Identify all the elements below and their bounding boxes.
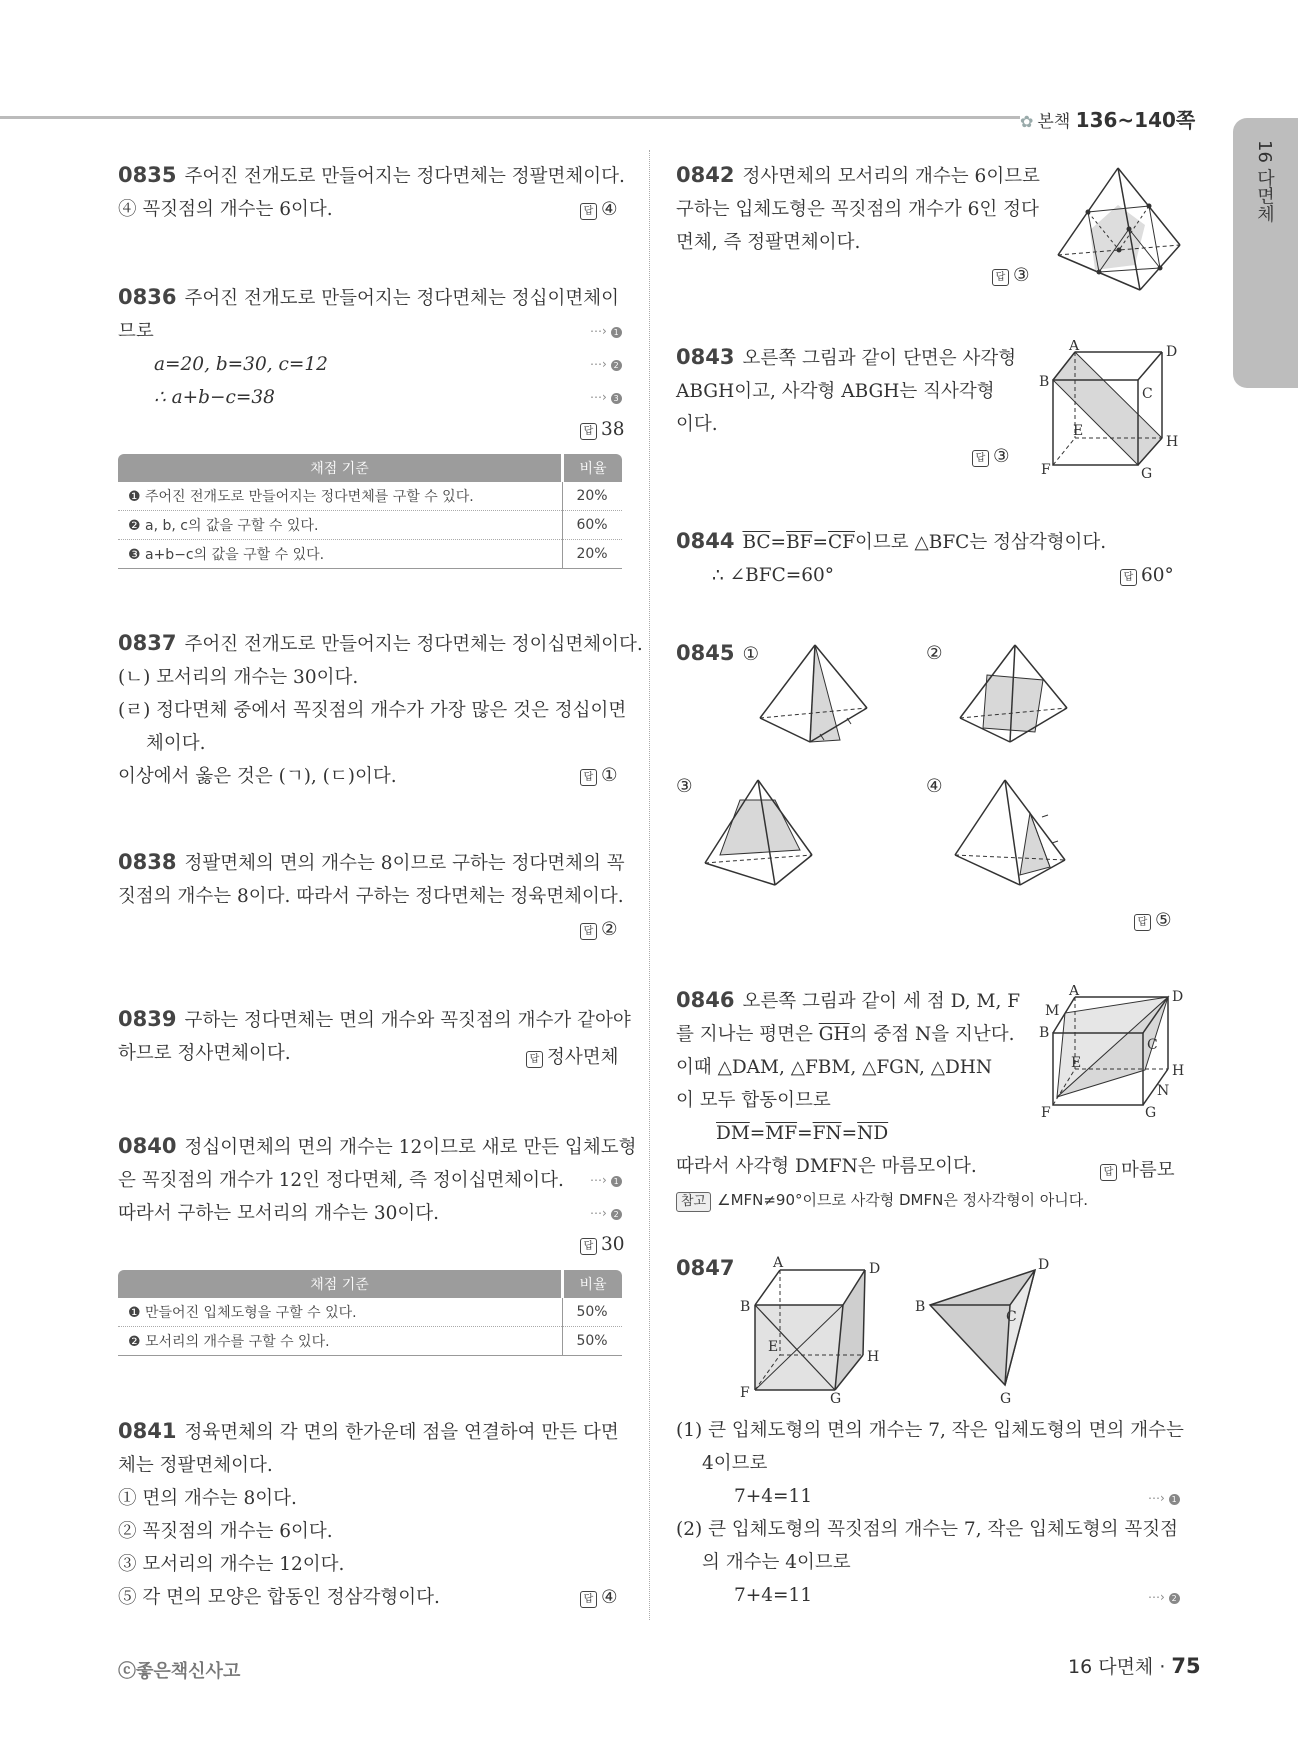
- book-page-reference: ✿ 본책 136~140쪽: [1020, 108, 1196, 132]
- answer-0837: 답 ①: [580, 765, 618, 786]
- solution-0847-text: (1) 큰 입체도형의 면의 개수는 7, 작은 입체도형의 면의 개수는 4이므로 7+4=11 (2) 큰 입체도형의 꼭짓점의 개수는 7, 작은 입체도형의 꼭짓점 의 개수는 4이므로 7+4=11: [676, 1420, 1184, 1606]
- answer-icon: 답: [580, 769, 597, 786]
- svg-text:H: H: [867, 1349, 880, 1365]
- pyramid-section-3-figure: [700, 775, 820, 890]
- step-marker: ⋯› 1: [1148, 1491, 1180, 1505]
- page-number: 75: [1171, 1654, 1201, 1678]
- solution-0847: 0847: [676, 1256, 735, 1280]
- solution-0845: 0845 ①: [676, 641, 760, 665]
- pyramid-section-1-figure: [755, 640, 875, 755]
- answer-icon: 답: [580, 1591, 597, 1608]
- step-marker: ⋯› 2: [590, 1206, 622, 1220]
- svg-text:C: C: [1006, 1309, 1017, 1325]
- svg-text:B: B: [740, 1299, 751, 1315]
- step-marker: ⋯› 1: [590, 1173, 622, 1187]
- scoring-table-0836: 채점 기준 비율 ❶ 주어진 전개도로 만들어지는 정다면체를 구할 수 있다. 20% ❷ a, b, c의 값을 구할 수 있다. 60% ❸ a+b−c의 값을 구할 수 있다. 20%: [118, 454, 622, 569]
- table-row: ❶ 주어진 전개도로 만들어지는 정다면체를 구할 수 있다. 20%: [118, 482, 622, 511]
- option-label: ④: [926, 776, 943, 797]
- page-footer: 16 다면체 · 75: [1068, 1654, 1201, 1678]
- cube-rhombus-section-figure: [1035, 985, 1185, 1120]
- table-row: ❷ a, b, c의 값을 구할 수 있다. 60%: [118, 511, 622, 540]
- answer-icon: 답: [992, 269, 1009, 286]
- answer-0845: 답 ⑤: [1134, 910, 1172, 931]
- answer-0838: 답 ②: [580, 919, 618, 940]
- answer-icon: 답: [1100, 1164, 1117, 1181]
- octahedron-in-tetrahedron-figure: [1050, 160, 1190, 295]
- svg-text:H: H: [1166, 434, 1179, 450]
- answer-icon: 답: [1134, 914, 1151, 931]
- solution-0842: 0842 정사면체의 모서리의 개수는 6이므로 구하는 입체도형은 꼭짓점의 개수가 6인 정다 면체, 즉 정팔면체이다.: [676, 163, 1040, 253]
- answer-0835: 답 ④: [580, 199, 618, 220]
- svg-text:D: D: [1172, 989, 1184, 1005]
- svg-text:B: B: [915, 1299, 926, 1315]
- answer-icon: 답: [580, 423, 597, 440]
- svg-text:C: C: [1147, 1037, 1158, 1053]
- solution-0837: 0837 주어진 전개도로 만들어지는 정다면체는 정이십면체이다. (ㄴ) 모서리의 개수는 30이다. (ㄹ) 정다면체 중에서 꼭짓점의 개수가 가장 많은 것은 정십이면 체이다. 이상에서 옳은 것은 (ㄱ), (ㄷ)이다.: [118, 631, 643, 787]
- svg-text:F: F: [740, 1385, 750, 1401]
- answer-0839: 답 정사면체: [526, 1043, 618, 1069]
- step-marker: ⋯› 3: [590, 390, 622, 404]
- svg-text:G: G: [1141, 466, 1153, 480]
- svg-text:E: E: [1073, 423, 1084, 439]
- svg-text:D: D: [1166, 344, 1178, 360]
- note-0846: 참고 ∠MFN≠90°이므로 사각형 DMFN은 정사각형이 아니다.: [676, 1189, 1088, 1212]
- solution-0839: 0839 구하는 정다면체는 면의 개수와 꼭짓점의 개수가 같아야 하므로 정사면체이다.: [118, 1007, 631, 1064]
- solution-0844: 0844 $\overline{BC}=\overline{BF}=\overline{CF}$이므로 △BFC는 정삼각형이다. ∴ ∠BFC=60°: [676, 529, 1107, 586]
- svg-text:F: F: [1041, 1105, 1051, 1120]
- answer-0842: 답 ③: [992, 265, 1030, 286]
- answer-icon: 답: [580, 923, 597, 940]
- option-label: ②: [926, 643, 943, 664]
- step-marker: ⋯› 2: [590, 357, 622, 371]
- svg-text:H: H: [1172, 1063, 1185, 1079]
- svg-text:B: B: [1039, 1025, 1050, 1041]
- cut-cube-small-figure: [910, 1255, 1060, 1405]
- answer-0836: 답 38: [580, 419, 625, 440]
- svg-text:F: F: [1041, 462, 1051, 478]
- answer-icon: 답: [526, 1051, 543, 1068]
- answer-icon: 답: [580, 1238, 597, 1255]
- flower-icon: ✿: [1020, 112, 1034, 131]
- answer-icon: 답: [972, 450, 989, 467]
- answer-0840: 답 30: [580, 1234, 625, 1255]
- answer-0841: 답 ④: [580, 1587, 618, 1608]
- svg-text:C: C: [1142, 386, 1153, 402]
- answer-0844: 답 60°: [1120, 565, 1174, 586]
- cube-section-figure-0843: [1035, 340, 1185, 480]
- svg-text:B: B: [1039, 374, 1050, 390]
- answer-icon: 답: [1120, 569, 1137, 586]
- solution-0836: 0836 주어진 전개도로 만들어지는 정다면체는 정십이면체이 므로 a=20, b=30, c=12 ∴ a+b−c=38: [118, 285, 620, 408]
- option-label: ③: [676, 776, 693, 797]
- header-rule: [0, 116, 1020, 119]
- svg-text:G: G: [1000, 1391, 1012, 1405]
- svg-text:E: E: [768, 1339, 779, 1355]
- svg-text:D: D: [1038, 1257, 1050, 1273]
- step-marker: ⋯› 1: [590, 324, 622, 338]
- publisher-logo: ⓒ좋은책신사고: [118, 1661, 241, 1682]
- svg-text:M: M: [1045, 1003, 1060, 1019]
- step-marker: ⋯› 2: [1148, 1590, 1180, 1604]
- solution-0843: 0843 오른쪽 그림과 같이 단면은 사각형 ABGH이고, 사각형 ABGH는 직사각형 이다.: [676, 345, 1017, 435]
- column-divider: [649, 150, 650, 1620]
- note-tag: 참고: [676, 1192, 711, 1212]
- svg-text:A: A: [773, 1255, 784, 1271]
- chapter-tab-label: 16 다면체: [1254, 140, 1275, 223]
- pyramid-section-2-figure: [955, 640, 1075, 755]
- answer-icon: 답: [580, 203, 597, 220]
- svg-text:A: A: [1069, 340, 1080, 354]
- svg-text:E: E: [1071, 1055, 1082, 1071]
- cut-cube-large-figure: [735, 1255, 895, 1405]
- svg-text:D: D: [869, 1261, 881, 1277]
- table-row: ❷ 모서리의 개수를 구할 수 있다. 50%: [118, 1327, 622, 1356]
- answer-0846: 답 마름모: [1100, 1156, 1175, 1182]
- pyramid-section-4-figure: [950, 775, 1075, 890]
- table-row: ❶ 만들어진 입체도형을 구할 수 있다. 50%: [118, 1298, 622, 1327]
- svg-text:G: G: [830, 1391, 842, 1405]
- svg-text:A: A: [1069, 985, 1080, 999]
- answer-0843: 답 ③: [972, 446, 1010, 467]
- scoring-table-0840: 채점 기준 비율 ❶ 만들어진 입체도형을 구할 수 있다. 50% ❷ 모서리의 개수를 구할 수 있다. 50%: [118, 1270, 622, 1356]
- solution-0838: 0838 정팔면체의 면의 개수는 8이므로 구하는 정다면체의 꼭 짓점의 개수는 8이다. 따라서 구하는 정다면체는 정육면체이다.: [118, 850, 625, 907]
- solution-0846: 0846 오른쪽 그림과 같이 세 점 D, M, F 를 지나는 평면은 $\overline{GH}$의 중점 N을 지난다. 이때 △DAM, △FBM, △FGN, △DHN 이 모두 합동이므로 $\overline{DM}=\overline{MF}=\overline{FN}=\overline{ND}$ 따라서 사각형 DMFN은 마름모이다.: [676, 988, 1021, 1177]
- svg-text:N: N: [1157, 1083, 1170, 1099]
- chapter-tab[interactable]: [1233, 118, 1298, 388]
- solution-0841: 0841 정육면체의 각 면의 한가운데 점을 연결하여 만든 다면 체는 정팔면체이다. ① 면의 개수는 8이다. ② 꼭짓점의 개수는 6이다. ③ 모서리의 개수는 12이다. ⑤ 각 면의 모양은 합동인 정삼각형이다.: [118, 1419, 619, 1608]
- problem-number: 0835: [118, 163, 177, 187]
- solution-0840: 0840 정십이면체의 면의 개수는 12이므로 새로 만든 입체도형 은 꼭짓점의 개수가 12인 정다면체, 즉 정이십면체이다. 따라서 구하는 모서리의 개수는 30이다.: [118, 1134, 637, 1224]
- solution-0835: 0835 주어진 전개도로 만들어지는 정다면체는 정팔면체이다. ④ 꼭짓점의 개수는 6이다.: [118, 163, 625, 220]
- table-row: ❸ a+b−c의 값을 구할 수 있다. 20%: [118, 540, 622, 569]
- svg-text:G: G: [1145, 1105, 1157, 1120]
